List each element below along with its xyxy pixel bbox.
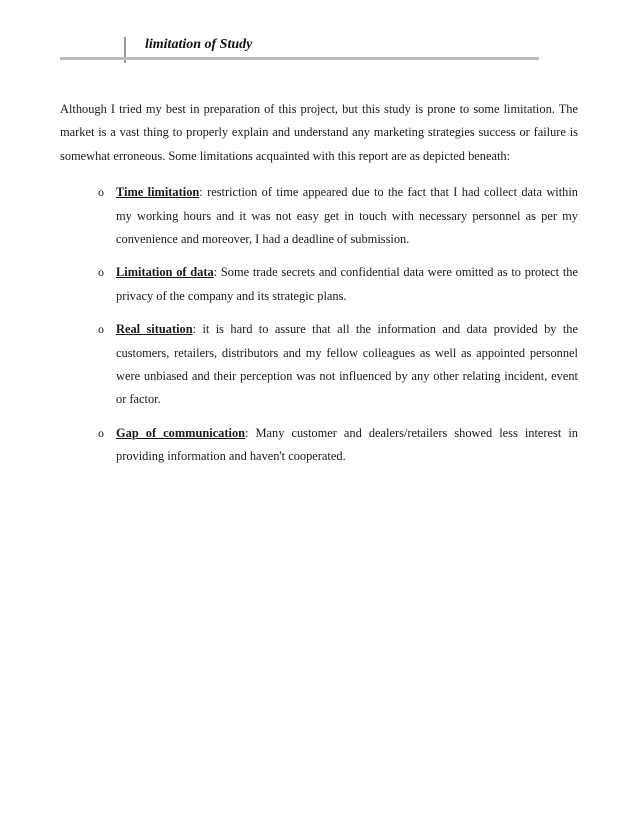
list-item-time-limitation <box>60 181 578 251</box>
item-title-separator: : <box>199 185 208 200</box>
page-header <box>0 0 638 70</box>
list-item-real-situation <box>60 318 578 412</box>
intro-paragraph: Although I tried my best in preparation of this project, but this study is prone to some limitation. The market is a vast thing to properly explain and understand any marketing strategies success or failure is somewhat erroneous. Some limitations acquainted with this report are as depicted beneath: <box>60 102 578 163</box>
header-rule <box>60 57 539 60</box>
bullet-icon: o <box>98 322 104 337</box>
item-text: it is hard to assure that all the information and data provided by the customers, retailers, distributors and my fellow colleagues as well as appointed personnel were unbiased and their perception was not influenced by any other relating incident, event or factor. <box>116 322 578 407</box>
bullet-icon: o <box>98 185 104 200</box>
item-title: Real situation <box>116 322 193 337</box>
item-title: Limitation of data <box>116 265 214 280</box>
item-text: Some trade secrets and confidential data were omitted as to protect the privacy of the company and its strategic plans. <box>116 265 578 303</box>
document-body <box>60 98 578 479</box>
item-title-separator: : <box>192 322 203 337</box>
item-text: Many customer and dealers/retailers showed less interest in providing information and haven't cooperated. <box>116 425 578 464</box>
item-title: Gap of communication <box>116 425 246 440</box>
list-item-limitation-of-data <box>60 261 578 308</box>
item-text: restriction of time appeared due to the fact that I had collect data within my working hours and it was not easy get in touch with necessary personnel as per my convenience and moreover, I had a deadline of submission. <box>116 185 578 247</box>
item-title-separator: : <box>245 425 256 440</box>
bullet-icon: o <box>98 265 104 280</box>
header-title: limitation of Study <box>145 37 253 52</box>
limitations-list <box>60 181 578 468</box>
item-title: Time limitation <box>116 185 200 200</box>
bullet-icon: o <box>98 425 104 440</box>
item-title-separator: : <box>213 265 221 280</box>
list-item-gap-of-communication <box>60 422 578 469</box>
